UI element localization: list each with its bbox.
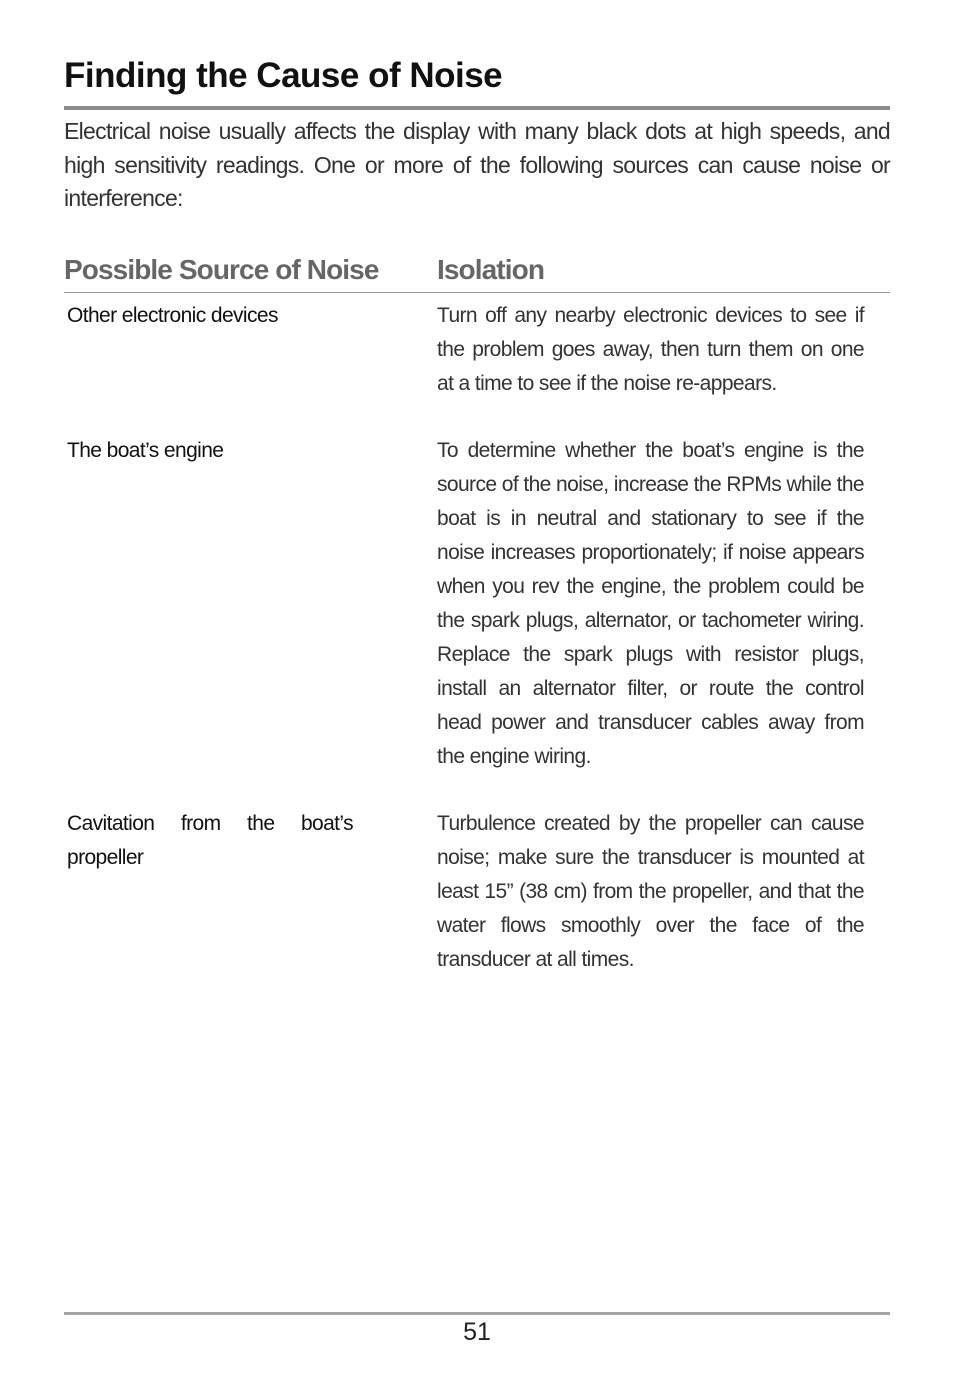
page-number: 51 xyxy=(463,1318,491,1346)
table-row-source: Cavitation from the boat’s propeller xyxy=(67,812,353,869)
table-row-source: Other electronic devices xyxy=(67,304,278,327)
intro-paragraph: Electrical noise usually affects the display with many black dots at high speeds, and high sensitivity readings. One or more of the following sources can cause noise or interference: xyxy=(64,118,890,211)
table-header-divider xyxy=(64,292,890,293)
column-header-source: Possible Source of Noise xyxy=(64,254,379,285)
column-header-isolation: Isolation xyxy=(437,254,545,285)
table-row-isolation: To determine whether the boat’s engine is the source of the noise, increase the RPMs while the boat is in neutral and stationary to see if the noise increases proportionately; if noise appears when you rev the engine, the problem could be the spark plugs, alternator, or tachometer wiring. Replace the spark plugs with resistor plugs, install an alternator filter, or route the control head power and transducer cables away from the engine wiring. xyxy=(437,439,864,768)
footer-divider xyxy=(64,1312,890,1315)
page-title: Finding the Cause of Noise xyxy=(64,56,503,95)
table-row-source: The boat’s engine xyxy=(67,439,224,462)
table-row-isolation: Turbulence created by the propeller can cause noise; make sure the transducer is mounted at least 15” (38 cm) from the propeller, and that the water flows smoothly over the face of the transducer at all times. xyxy=(437,812,864,971)
title-divider xyxy=(64,106,890,110)
table-row-isolation: Turn off any nearby electronic devices to see if the problem goes away, then turn them on one at a time to see if the noise re-appears. xyxy=(437,304,864,395)
